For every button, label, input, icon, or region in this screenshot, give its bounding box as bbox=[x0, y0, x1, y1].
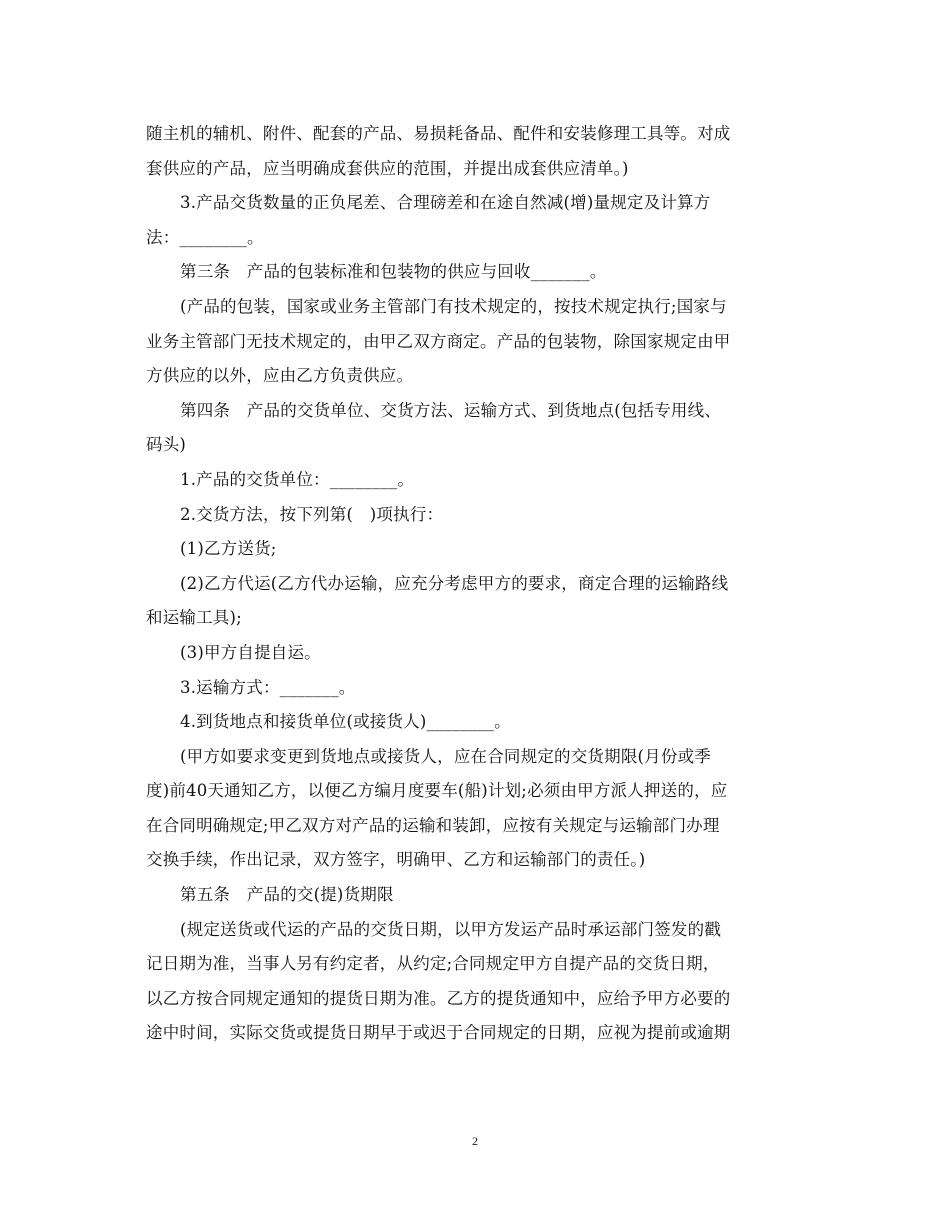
paragraph-line: 业务主管部门无技术规定的，由甲乙双方商定。产品的包装物，除国家规定由甲 bbox=[146, 331, 731, 351]
paragraph-line: 度)前40天通知乙方，以便乙方编月度要车(船)计划;必须由甲方派人押送的，应 bbox=[146, 781, 728, 801]
paragraph-line: 在合同明确规定;甲乙双方对产品的运输和装卸，应按有关规定与运输部门办理 bbox=[146, 815, 720, 835]
list-item: 2.交货方法，按下列第( )项执行： bbox=[180, 504, 444, 524]
paragraph-line: 途中时间，实际交货或提货日期早于或迟于合同规定的日期，应视为提前或逾期 bbox=[146, 1023, 731, 1043]
paragraph-line: 码头) bbox=[146, 435, 187, 455]
article-heading: 第五条 产品的交(提)货期限 bbox=[180, 885, 394, 905]
document-body bbox=[146, 117, 810, 1051]
paragraph-line: 以乙方按合同规定通知的提货日期为准。乙方的提货通知中，应给予甲方必要的 bbox=[146, 988, 731, 1008]
list-item: (1)乙方送货; bbox=[180, 539, 277, 559]
paragraph-line: 随主机的辅机、附件、配套的产品、易损耗备品、配件和安装修理工具等。对成 bbox=[146, 124, 731, 143]
paragraph-line: 和运输工具); bbox=[146, 608, 242, 628]
paragraph-line: (甲方如要求变更到货地点或接货人，应在合同规定的交货期限(月份或季 bbox=[180, 746, 711, 766]
paragraph-line: 记日期为准，当事人另有约定者，从约定;合同规定甲方自提产品的交货日期， bbox=[146, 954, 720, 974]
list-item: (3)甲方自提自运。 bbox=[180, 642, 321, 662]
list-item: (2)乙方代运(乙方代办运输，应充分考虑甲方的要求，商定合理的运输路线 bbox=[180, 573, 729, 593]
paragraph-line: (产品的包装，国家或业务主管部门有技术规定的，按技术规定执行;国家与 bbox=[180, 296, 727, 316]
list-item: 1.产品的交货单位：________。 bbox=[180, 469, 415, 489]
paragraph-line: 方供应的以外，应由乙方负责供应。 bbox=[146, 366, 414, 386]
paragraph-line: 交换手续，作出记录，双方签字，明确甲、乙方和运输部门的责任。) bbox=[146, 850, 646, 870]
paragraph-line: 3.产品交货数量的正负尾差、合理磅差和在途自然减(增)量规定及计算方 bbox=[180, 193, 711, 213]
article-heading: 第四条 产品的交货单位、交货方法、运输方式、到货地点(包括专用线、 bbox=[180, 400, 722, 420]
paragraph-line: (规定送货或代运的产品的交货日期，以甲方发运产品时承运部门签发的戳 bbox=[180, 919, 722, 939]
article-heading: 第三条 产品的包装标准和包装物的供应与回收_______。 bbox=[180, 262, 607, 282]
paragraph-line: 法：________。 bbox=[146, 227, 264, 247]
paragraph-line: 套供应的产品，应当明确成套供应的范围，并提出成套供应清单。) bbox=[146, 158, 629, 178]
list-item: 4.到货地点和接货单位(或接货人)________。 bbox=[180, 712, 511, 732]
list-item: 3.运输方式：_______。 bbox=[180, 677, 356, 697]
page-number: 2 bbox=[472, 1134, 478, 1148]
